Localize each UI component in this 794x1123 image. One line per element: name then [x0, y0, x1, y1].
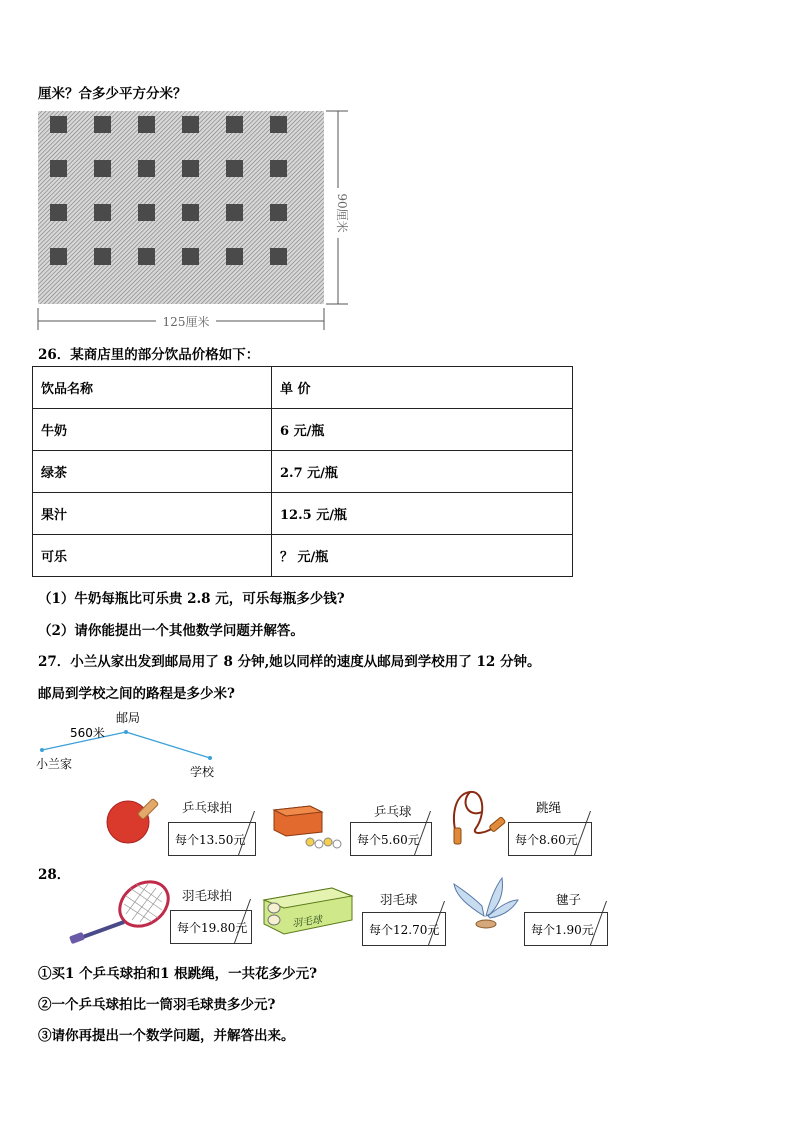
q26-title: 26．某商店里的部分饮品价格如下：: [38, 347, 260, 363]
plaid-square: [94, 248, 111, 265]
item-name-shuttlecock: 羽毛球: [380, 892, 418, 907]
route-line: [42, 732, 210, 758]
school-label: 学校: [190, 765, 215, 779]
drink-name: 果汁: [33, 493, 272, 535]
tube-label: 羽毛球: [291, 914, 323, 930]
plaid-square: [138, 204, 155, 221]
price-tag-balls: [350, 822, 432, 856]
price-table: [32, 366, 573, 577]
table-row: [33, 451, 573, 493]
plaid-square: [226, 204, 243, 221]
plaid-square: [138, 116, 155, 133]
jump-rope-icon: [440, 788, 510, 846]
header-price: 单 价: [272, 367, 573, 409]
item-name-balls: 乒乓球: [374, 804, 412, 819]
q27-line1: 27．小兰从家出发到邮局用了 8 分钟,她以同样的速度从邮局到学校用了 12 分钟。: [38, 654, 541, 670]
shuttlecock-tube-icon: [262, 886, 354, 936]
distance-label: 560米: [70, 726, 105, 740]
price-jianzi: 每个1.90元: [531, 922, 594, 937]
plaid-square: [138, 248, 155, 265]
plaid-square: [182, 204, 199, 221]
drink-price: 12.5 元/瓶: [272, 493, 573, 535]
price-racket: 每个19.80元: [177, 920, 248, 935]
table-row: [33, 535, 573, 577]
plaid-square: [94, 116, 111, 133]
plaid-square: [270, 248, 287, 265]
plaid-square: [50, 204, 67, 221]
item-name-rope: 跳绳: [536, 800, 562, 815]
plaid-square: [94, 160, 111, 177]
plaid-square: [50, 116, 67, 133]
q28-question-1: ①买1 个乒乓球拍和1 根跳绳，一共花多少元?: [38, 966, 318, 982]
price-tag-rope: [508, 822, 592, 856]
height-label: 90厘米: [335, 193, 349, 233]
price-tag-racket: [170, 910, 252, 944]
header-name: 饮品名称: [33, 367, 272, 409]
drink-name: 可乐: [33, 535, 272, 577]
plaid-square: [226, 248, 243, 265]
plaid-square: [182, 160, 199, 177]
q26-sub1: （1）牛奶每瓶比可乐贵 2.8 元，可乐每瓶多少钱?: [38, 591, 345, 607]
price-paddle: 每个13.50元: [175, 832, 246, 847]
item-name-paddle: 乒乓球拍: [182, 800, 233, 815]
price-balls: 每个5.60元: [357, 832, 420, 847]
q26-sub2: （2）请你能提出一个其他数学问题并解答。: [38, 623, 304, 639]
table-row: [33, 409, 573, 451]
width-label: 125厘米: [162, 315, 210, 329]
price-tag-jianzi: [524, 912, 608, 946]
plaid-square: [182, 248, 199, 265]
drink-name: 绿茶: [33, 451, 272, 493]
plaid-square: [270, 204, 287, 221]
q28-number: 28．: [38, 867, 71, 883]
drink-price: 6 元/瓶: [272, 409, 573, 451]
plaid-diagram: [36, 108, 356, 333]
item-name-jianzi: 毽子: [556, 892, 582, 907]
plaid-square: [50, 160, 67, 177]
plaid-square: [182, 116, 199, 133]
shuttlecock-kick-icon: [450, 876, 520, 932]
ping-pong-balls-icon: [270, 802, 350, 857]
drink-name: 牛奶: [33, 409, 272, 451]
price-tag-paddle: [168, 822, 256, 856]
item-name-racket: 羽毛球拍: [182, 888, 233, 903]
q28-question-3: ③请你再提出一个数学问题，并解答出来。: [38, 1028, 295, 1044]
plaid-square: [226, 160, 243, 177]
q28-question-2: ②一个乒乓球拍比一筒羽毛球贵多少元?: [38, 997, 276, 1013]
price-tag-shuttlecock: [362, 912, 446, 946]
plaid-square: [270, 160, 287, 177]
q27-line2: 邮局到学校之间的路程是多少米?: [38, 686, 235, 702]
route-diagram: [34, 708, 234, 783]
ping-pong-paddle-icon: [104, 792, 174, 847]
drink-price: ？ 元/瓶: [272, 535, 573, 577]
table-row: [33, 493, 573, 535]
badminton-racket-icon: [66, 878, 176, 948]
plaid-square: [94, 204, 111, 221]
plaid-square: [226, 116, 243, 133]
price-shuttlecock: 每个12.70元: [369, 922, 440, 937]
plaid-square: [138, 160, 155, 177]
table-header-row: [33, 367, 573, 409]
plaid-square: [270, 116, 287, 133]
plaid-square: [50, 248, 67, 265]
q25-line: 厘米？合多少平方分米？: [38, 86, 187, 102]
home-label: 小兰家: [36, 757, 73, 771]
drink-price: 2.7 元/瓶: [272, 451, 573, 493]
post-office-label: 邮局: [116, 711, 141, 725]
price-rope: 每个8.60元: [515, 832, 578, 847]
